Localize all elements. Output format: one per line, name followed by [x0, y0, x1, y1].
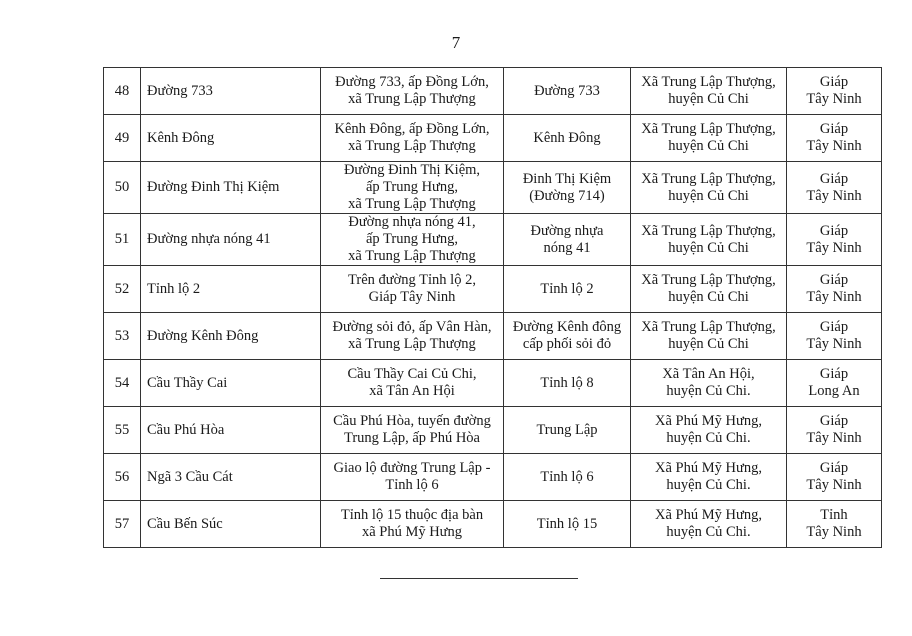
location-line: Kênh Đông, ấp Đồng Lớn, [334, 121, 490, 137]
commune-line: huyện Củ Chi [668, 91, 749, 107]
checkpoint-name: Cầu Phú Hòa [141, 407, 321, 454]
border-line: Giáp [819, 272, 849, 288]
commune-cell [631, 313, 787, 360]
location-line: Cầu Phú Hòa, tuyến đường [333, 413, 491, 429]
road-line: Đường 733 [534, 82, 600, 99]
commune-cell [631, 360, 787, 407]
road-cell [504, 266, 631, 313]
row-number: 55 [104, 407, 141, 454]
road-cell [504, 162, 631, 214]
border-line: Giáp [819, 74, 849, 90]
commune-line: Xã Trung Lập Thượng, [641, 74, 776, 90]
commune-line: Xã Phú Mỹ Hưng, [655, 460, 762, 476]
road-line: cấp phối sỏi đỏ [522, 336, 612, 352]
road-line: Đường nhựa [530, 222, 604, 239]
location-line: Đường Đinh Thị Kiệm, [343, 162, 481, 178]
location-cell [321, 313, 504, 360]
table-row [104, 266, 882, 313]
commune-line: Xã Trung Lập Thượng, [641, 121, 776, 137]
location-cell [321, 214, 504, 266]
road-line: (Đường 714) [529, 187, 605, 204]
location-line: Đường nhựa nóng 41, [348, 214, 476, 230]
location-cell [321, 360, 504, 407]
location-line: xã Trung Lập Thượng [348, 336, 476, 352]
border-line: Tây Ninh [806, 336, 862, 352]
location-line: Tỉnh lộ 15 thuộc địa bàn [340, 507, 484, 523]
commune-cell [631, 454, 787, 501]
table-row [104, 162, 882, 214]
end-rule [380, 578, 578, 579]
road-cell [504, 360, 631, 407]
checkpoint-table [103, 67, 882, 548]
commune-line: huyện Củ Chi. [666, 477, 751, 493]
road-cell [504, 313, 631, 360]
border-line: Giáp [819, 460, 849, 476]
road-line: Đinh Thị Kiệm [522, 170, 612, 187]
border-cell [787, 313, 882, 360]
row-number: 56 [104, 454, 141, 501]
commune-line: huyện Củ Chi [668, 187, 749, 204]
border-cell [787, 407, 882, 454]
border-line: Giáp [819, 121, 849, 137]
location-line: Cầu Thầy Cai Củ Chi, [347, 366, 477, 382]
border-cell [787, 266, 882, 313]
checkpoint-name: Đường nhựa nóng 41 [141, 214, 321, 266]
border-line: Tây Ninh [806, 187, 862, 204]
location-line: Trung Lập, ấp Phú Hòa [343, 430, 480, 446]
commune-line: huyện Củ Chi. [666, 383, 751, 399]
table-row [104, 214, 882, 266]
commune-line: Xã Trung Lập Thượng, [641, 170, 776, 187]
checkpoint-name: Đường Kênh Đông [141, 313, 321, 360]
checkpoint-name: Cầu Thầy Cai [141, 360, 321, 407]
commune-cell [631, 115, 787, 162]
location-line: Đường 733, ấp Đồng Lớn, [335, 74, 489, 90]
road-cell [504, 501, 631, 548]
checkpoint-name: Cầu Bến Súc [141, 501, 321, 548]
border-cell [787, 68, 882, 115]
commune-line: huyện Củ Chi [668, 239, 749, 256]
border-line: Giáp [819, 170, 849, 187]
commune-line: huyện Củ Chi. [666, 430, 751, 446]
road-cell [504, 115, 631, 162]
commune-line: huyện Củ Chi [668, 289, 749, 305]
checkpoint-name: Ngã 3 Cầu Cát [141, 454, 321, 501]
location-line: Giao lộ đường Trung Lập - [333, 460, 491, 476]
road-line: nóng 41 [543, 239, 591, 256]
road-line: Kênh Đông [533, 129, 601, 146]
page-number: 7 [451, 33, 461, 52]
row-number: 52 [104, 266, 141, 313]
location-line: Đường sỏi đỏ, ấp Vân Hàn, [332, 319, 492, 335]
road-cell [504, 214, 631, 266]
border-line: Tây Ninh [806, 91, 862, 107]
border-line: Giáp [819, 222, 849, 239]
row-number: 51 [104, 214, 141, 266]
commune-line: Xã Trung Lập Thượng, [641, 222, 776, 239]
location-line: ấp Trung Hưng, [365, 179, 459, 195]
border-line: Long An [808, 383, 860, 399]
location-cell [321, 68, 504, 115]
border-line: Tỉnh [820, 507, 848, 523]
checkpoint-name: Đường Đinh Thị Kiệm [141, 162, 321, 214]
table-body [104, 68, 882, 548]
location-cell [321, 162, 504, 214]
commune-line: Xã Phú Mỹ Hưng, [655, 507, 762, 523]
location-line: Tỉnh lộ 6 [385, 477, 439, 493]
border-cell [787, 115, 882, 162]
table-row [104, 313, 882, 360]
commune-cell [631, 266, 787, 313]
table-row [104, 454, 882, 501]
border-line: Giáp [819, 319, 849, 335]
location-line: ấp Trung Hưng, [365, 231, 459, 247]
border-line: Tây Ninh [806, 138, 862, 154]
checkpoint-name: Đường 733 [141, 68, 321, 115]
border-cell [787, 162, 882, 214]
border-cell [787, 501, 882, 548]
road-cell [504, 454, 631, 501]
road-cell [504, 407, 631, 454]
commune-cell [631, 501, 787, 548]
location-line: Giáp Tây Ninh [368, 289, 456, 305]
table-row [104, 407, 882, 454]
commune-line: Xã Trung Lập Thượng, [641, 272, 776, 288]
commune-line: huyện Củ Chi [668, 138, 749, 154]
border-cell [787, 360, 882, 407]
border-line: Tây Ninh [806, 289, 862, 305]
commune-line: huyện Củ Chi. [666, 524, 751, 540]
commune-cell [631, 162, 787, 214]
row-number: 50 [104, 162, 141, 214]
row-number: 54 [104, 360, 141, 407]
commune-line: Xã Phú Mỹ Hưng, [655, 413, 762, 429]
border-line: Giáp [819, 366, 849, 382]
row-number: 53 [104, 313, 141, 360]
border-line: Tây Ninh [806, 524, 862, 540]
table-row [104, 360, 882, 407]
road-line: Tỉnh lộ 8 [540, 374, 594, 391]
location-line: Trên đường Tỉnh lộ 2, [348, 272, 476, 288]
commune-line: Xã Trung Lập Thượng, [641, 319, 776, 335]
row-number: 49 [104, 115, 141, 162]
row-number: 48 [104, 68, 141, 115]
table-row [104, 115, 882, 162]
location-cell [321, 407, 504, 454]
road-line: Tỉnh lộ 6 [540, 468, 594, 485]
border-line: Tây Ninh [806, 477, 862, 493]
commune-cell [631, 407, 787, 454]
road-line: Tỉnh lộ 2 [540, 280, 594, 297]
location-line: xã Phú Mỹ Hưng [361, 524, 463, 540]
commune-line: huyện Củ Chi [668, 336, 749, 352]
location-cell [321, 454, 504, 501]
checkpoint-name: Kênh Đông [141, 115, 321, 162]
location-line: xã Trung Lập Thượng [348, 196, 476, 212]
location-cell [321, 501, 504, 548]
commune-cell [631, 214, 787, 266]
border-cell [787, 454, 882, 501]
table-row [104, 501, 882, 548]
location-line: xã Trung Lập Thượng [348, 138, 476, 154]
border-line: Giáp [819, 413, 849, 429]
checkpoint-name: Tỉnh lộ 2 [141, 266, 321, 313]
border-line: Tây Ninh [806, 239, 862, 256]
road-line: Đường Kênh đông [512, 319, 622, 335]
road-line: Tỉnh lộ 15 [536, 515, 598, 532]
location-cell [321, 266, 504, 313]
commune-cell [631, 68, 787, 115]
location-line: xã Tân An Hội [369, 383, 455, 399]
road-cell [504, 68, 631, 115]
location-line: xã Trung Lập Thượng [348, 91, 476, 107]
row-number: 57 [104, 501, 141, 548]
commune-line: Xã Tân An Hội, [662, 366, 755, 382]
road-line: Trung Lập [536, 421, 598, 438]
location-line: xã Trung Lập Thượng [348, 248, 476, 264]
location-cell [321, 115, 504, 162]
border-line: Tây Ninh [806, 430, 862, 446]
table-row [104, 68, 882, 115]
border-cell [787, 214, 882, 266]
